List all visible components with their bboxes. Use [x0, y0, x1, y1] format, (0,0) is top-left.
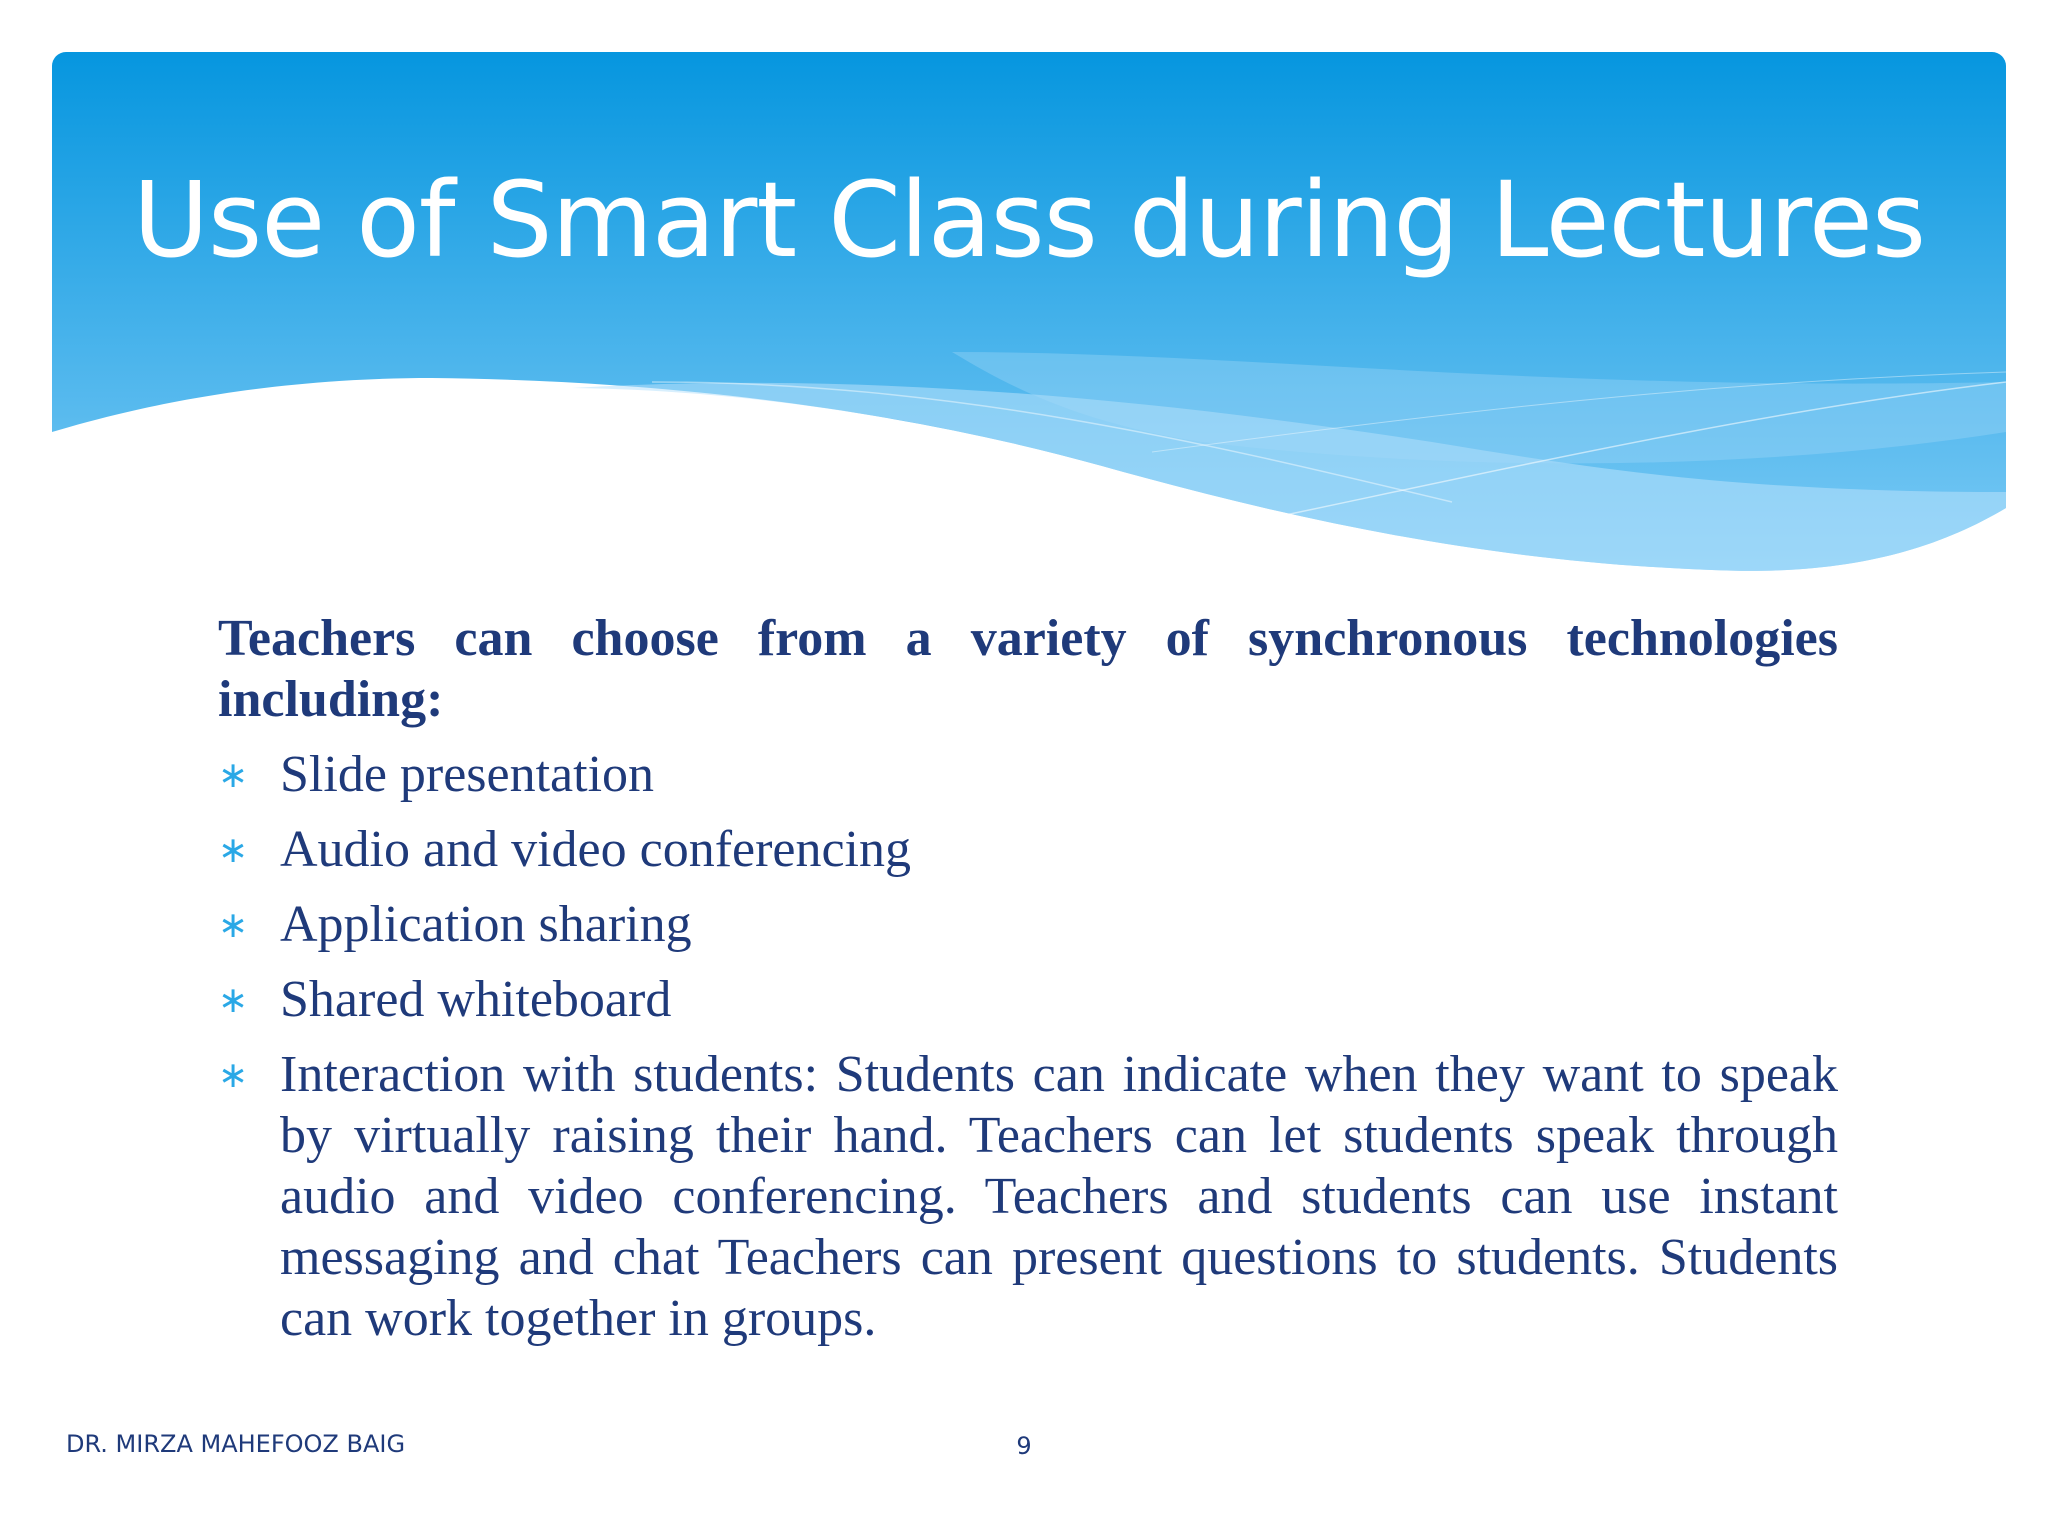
asterisk-icon: ∗	[218, 755, 249, 796]
slide-title: Use of Smart Class during Lectures	[132, 159, 1926, 281]
list-item	[218, 969, 1838, 1030]
header-banner	[52, 52, 2006, 592]
list-item-text: Application sharing	[280, 896, 692, 953]
intro-text: Teachers can choose from a variety of synchronous technologies including:	[218, 610, 1838, 728]
footer-author: DR. MIRZA MAHEFOOZ BAIG	[66, 1430, 406, 1458]
list-item	[218, 744, 1838, 805]
slide-body	[218, 608, 1838, 1363]
list-item	[218, 894, 1838, 955]
asterisk-icon: ∗	[218, 1055, 249, 1096]
list-item	[218, 1044, 1838, 1349]
list-item-text: Interaction with students: Students can indicate when they want to speak by virtually raising their hand. Teachers can let students speak through audio and video conferencing. Teachers and students can use instant messaging and chat Teachers can present questions to students. Students can work together in groups.	[280, 1046, 1838, 1347]
list-item-text: Shared whiteboard	[280, 971, 672, 1028]
list-item-text: Slide presentation	[280, 746, 655, 803]
asterisk-icon: ∗	[218, 905, 249, 946]
bullet-list	[218, 744, 1838, 1349]
list-item	[218, 819, 1838, 880]
list-item-text: Audio and video conferencing	[280, 821, 912, 878]
page-number: 9	[1016, 1432, 1032, 1460]
asterisk-icon: ∗	[218, 980, 249, 1021]
asterisk-icon: ∗	[218, 830, 249, 871]
